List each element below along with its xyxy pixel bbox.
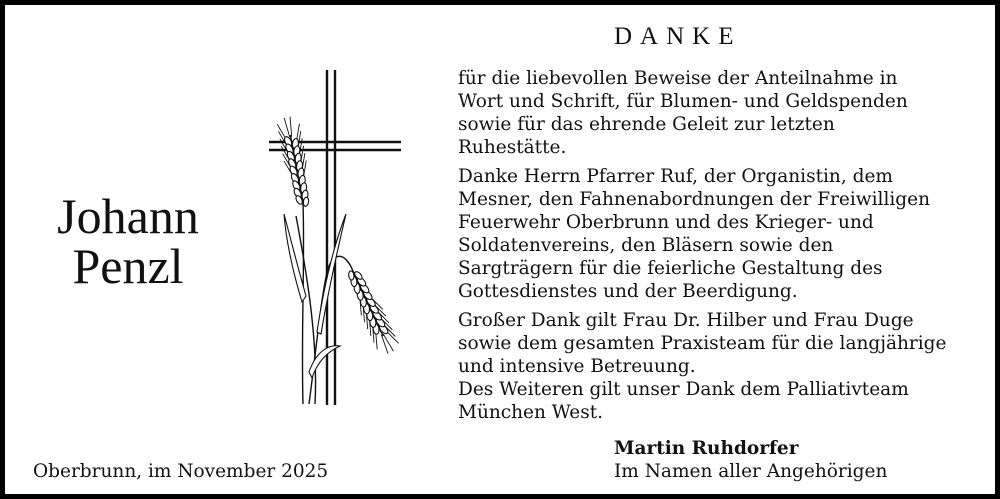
deceased-name	[28, 188, 228, 294]
text-line: sowie für das ehrende Geleit zur letzten	[458, 114, 835, 135]
text-line: Gottesdienstes und der Beerdigung.	[458, 281, 798, 302]
paragraph-sympathy	[458, 67, 946, 159]
paragraph-funeral-thanks	[458, 165, 946, 303]
signatory-name: Martin Ruhdorfer	[614, 438, 799, 459]
notice-heading: DANKE	[614, 23, 742, 50]
text-line: Danke Herrn Pfarrer Ruf, der Organistin, dem	[458, 166, 893, 187]
wheat-ear-lower	[342, 265, 401, 357]
text-line: Feuerwehr Oberbrunn und des Krieger- und	[458, 212, 874, 233]
text-line: für die liebevollen Beweise der Anteilnahme in	[458, 68, 898, 89]
last-name: Penzl	[72, 238, 184, 294]
text-line: Wort und Schrift, für Blumen- und Geldspenden	[458, 91, 908, 112]
text-line: Soldatenvereins, den Bläsern sowie den	[458, 235, 834, 256]
text-line: Großer Dank gilt Frau Dr. Hilber und Frau Duge	[458, 310, 914, 331]
text-line: sowie dem gesamten Praxisteam für die langjährige	[458, 333, 947, 354]
text-line: Ruhestätte.	[458, 137, 567, 158]
cross-with-wheat-icon	[255, 60, 410, 415]
place-and-date: Oberbrunn, im November 2025	[33, 461, 329, 482]
text-line: Mesner, den Fahnenabordnungen der Freiwilligen	[458, 189, 931, 210]
text-line: und intensive Betreuung.	[458, 356, 696, 377]
signature-block	[614, 437, 887, 483]
paragraph-care-thanks	[458, 309, 946, 424]
first-name: Johann	[57, 188, 199, 244]
text-line: Sargträgern für die feierliche Gestaltung des	[458, 258, 883, 279]
text-line: München West.	[458, 402, 604, 423]
text-line: Des Weiteren gilt unser Dank dem Palliativteam	[458, 379, 909, 400]
thank-you-text	[458, 67, 946, 430]
signatory-subline: Im Namen aller Angehörigen	[614, 461, 888, 482]
wheat-ear-upper	[276, 115, 314, 209]
